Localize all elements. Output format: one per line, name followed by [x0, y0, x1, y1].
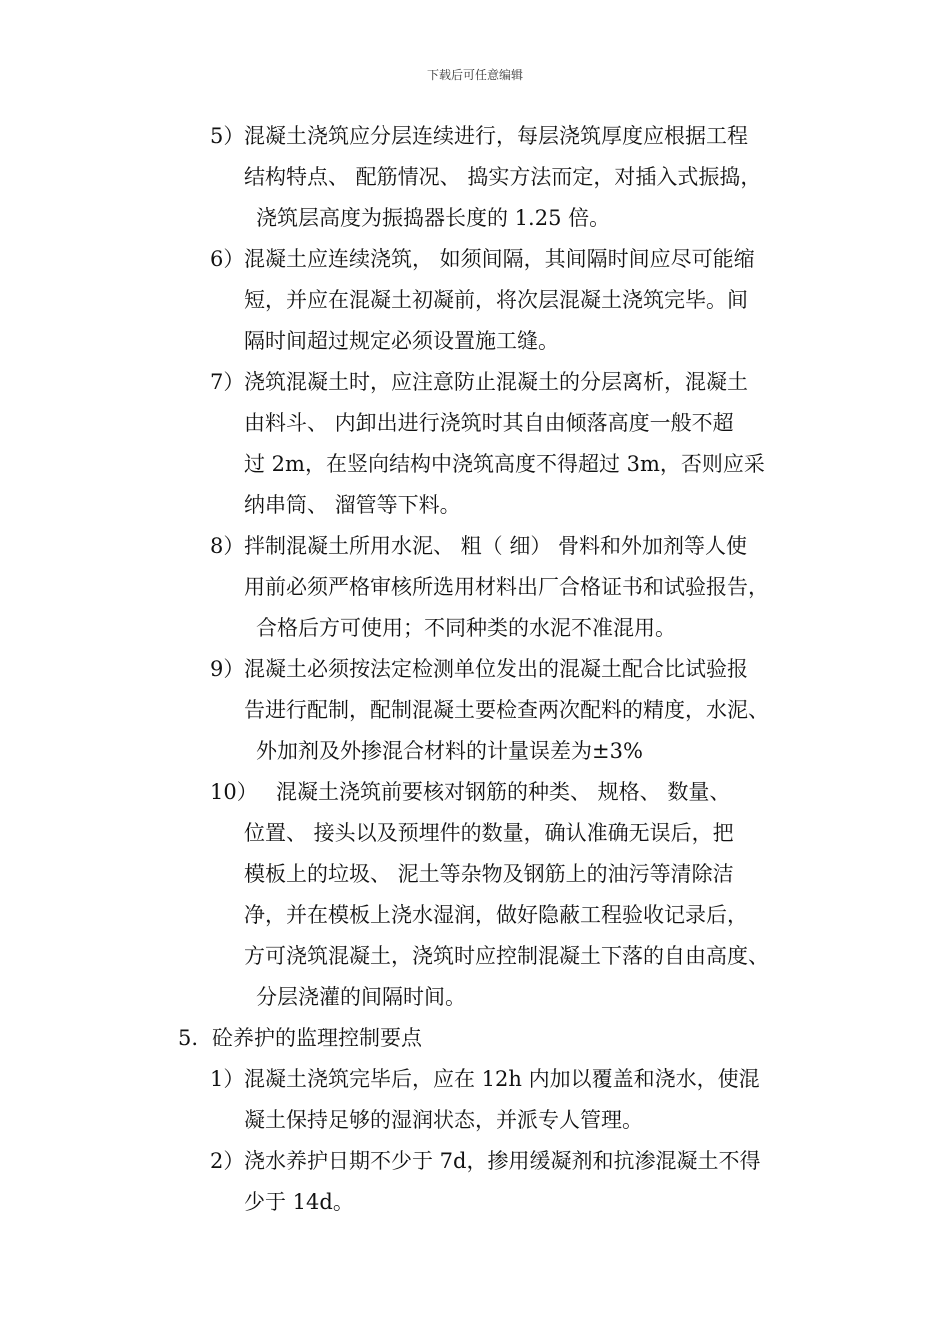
- list-item-line: 浇筑混凝土时，应注意防止混凝土的分层离析，混凝土: [244, 370, 748, 394]
- list-item-line: 外加剂及外掺混合材料的计量误差为±3%: [256, 739, 643, 763]
- list-item-line: 浇水养护日期不少于 7d，掺用缓凝剂和抗渗混凝土不得: [244, 1149, 761, 1173]
- list-item-line: 少于 14d。: [244, 1190, 354, 1214]
- list-item-line: 模板上的垃圾、 泥土等杂物及钢筋上的油污等清除洁: [244, 862, 734, 886]
- list-item-number: 5）: [210, 124, 245, 148]
- list-item-number: 10）: [210, 780, 258, 804]
- list-item-number: 9）: [210, 657, 245, 681]
- list-item-line: 分层浇灌的间隔时间。: [256, 985, 466, 1009]
- list-item-line: 隔时间超过规定必须设置施工缝。: [244, 329, 559, 353]
- list-item-line: 合格后方可使用；不同种类的水泥不准混用。: [256, 616, 676, 640]
- list-item-line: 混凝土应连续浇筑， 如须间隔，其间隔时间应尽可能缩: [244, 247, 755, 271]
- list-item-number: 1）: [210, 1067, 245, 1091]
- list-item-line: 纳串筒、 溜管等下料。: [244, 493, 461, 517]
- list-item-line: 混凝土浇筑完毕后，应在 12h 内加以覆盖和浇水，使混: [244, 1067, 760, 1091]
- list-item-line: 位置、 接头以及预埋件的数量，确认准确无误后，把: [244, 821, 734, 845]
- list-item-line: 用前必须严格审核所选用材料出厂合格证书和试验报告，: [244, 575, 769, 599]
- list-item-line: 净，并在模板上浇水湿润，做好隐蔽工程验收记录后，: [244, 903, 748, 927]
- section-title: 砼养护的监理控制要点: [212, 1026, 422, 1050]
- section-number: 5.: [178, 1026, 199, 1050]
- list-item-number: 8）: [210, 534, 245, 558]
- list-item-line: 过 2m，在竖向结构中浇筑高度不得超过 3m，否则应采: [244, 452, 765, 476]
- list-item-line: 拌制混凝土所用水泥、 粗（ 细） 骨料和外加剂等人使: [244, 534, 748, 558]
- list-item-number: 2）: [210, 1149, 245, 1173]
- list-item-number: 7）: [210, 370, 245, 394]
- list-item-line: 告进行配制，配制混凝土要检查两次配料的精度，水泥、: [244, 698, 769, 722]
- list-item-line: 混凝土浇筑前要核对钢筋的种类、 规格、 数量、: [276, 780, 731, 804]
- list-item-line: 由料斗、 内卸出进行浇筑时其自由倾落高度一般不超: [244, 411, 734, 435]
- list-item-line: 短，并应在混凝土初凝前，将次层混凝土浇筑完毕。间: [244, 288, 748, 312]
- list-item-line: 浇筑层高度为振捣器长度的 1.25 倍。: [256, 206, 611, 230]
- list-item-line: 凝土保持足够的湿润状态，并派专人管理。: [244, 1108, 643, 1132]
- page-header: 下载后可任意编辑: [426, 68, 523, 82]
- list-item-line: 结构特点、 配筋情况、 捣实方法而定，对插入式振捣，: [244, 165, 762, 189]
- list-item-number: 6）: [210, 247, 245, 271]
- list-item-line: 混凝土必须按法定检测单位发出的混凝土配合比试验报: [244, 657, 748, 681]
- list-item-line: 混凝土浇筑应分层连续进行，每层浇筑厚度应根据工程: [244, 124, 748, 148]
- list-item-line: 方可浇筑混凝土，浇筑时应控制混凝土下落的自由高度、: [244, 944, 769, 968]
